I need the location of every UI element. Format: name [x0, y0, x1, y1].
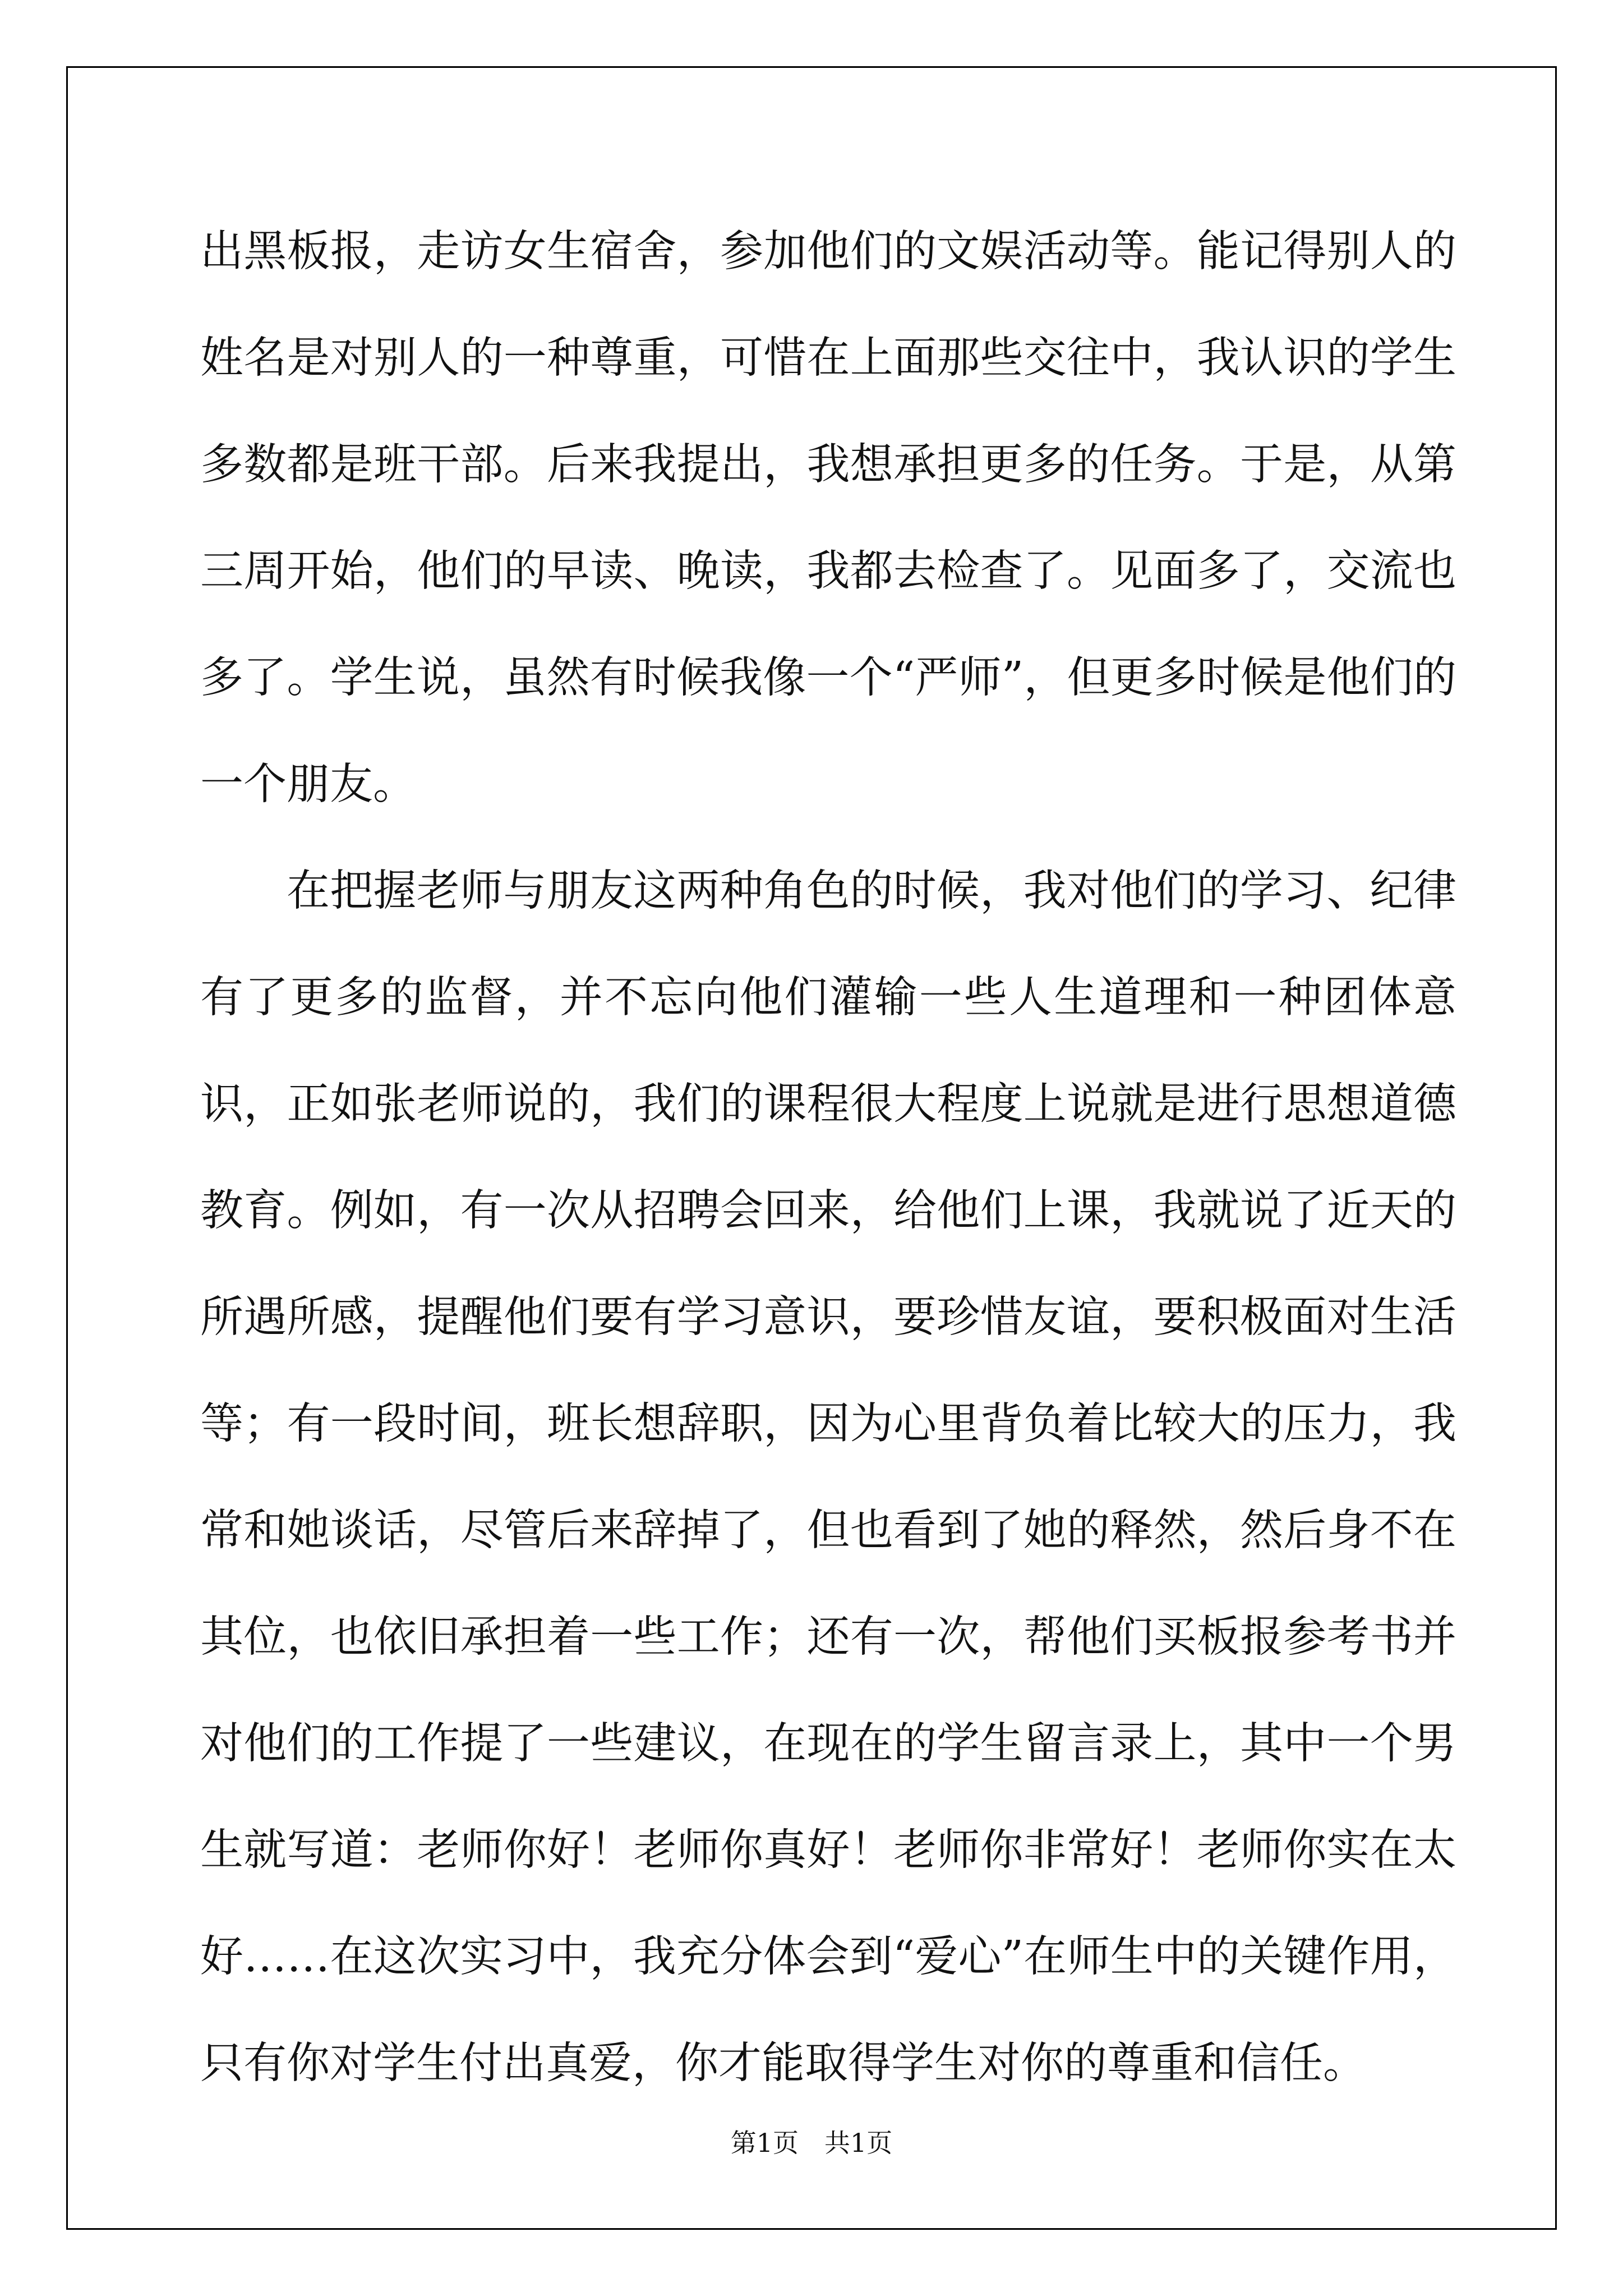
page-footer: 第1页 共1页 — [730, 2128, 893, 2158]
document-body — [200, 199, 1456, 2117]
paragraph-2: 在把握老师与朋友这两种角色的时候，我对他们的学习、纪律有了更多的监督，并不忘向他们灌输一些人生道理和一种团体意识，正如张老师说的，我们的课程很大程度上说就是进行思想道德教育。例如，有一次从招聘会回来，给他们上课，我就说了近天的所遇所感，提醒他们要有学习意识，要珍惜友谊，要积极面对生活等；有一段时间，班长想辞职，因为心里背负着比较大的压力，我常和她谈话，尽管后来辞掉了，但也看到了她的释然，然后身不在其位，也依旧承担着一些工作；还有一次，帮他们买板报参考书并对他们的工作提了一些建议，在现在的学生留言录上，其中一个男生就写道：老师你好！老师你真好！老师你非常好！老师你实在太好……在这次实习中，我充分体会到“爱心”在师生中的关键作用，只有你对学生付出真爱，你才能取得学生对你的尊重和信任。 — [200, 866, 1456, 2088]
paragraph-1: 出黑板报，走访女生宿舍，参加他们的文娱活动等。能记得别人的姓名是对别人的一种尊重，可惜在上面那些交往中，我认识的学生多数都是班干部。后来我提出，我想承担更多的任务。于是，从第三周开始，他们的早读、晚读，我都去检查了。见面多了，交流也多了。学生说，虽然有时候我像一个“严师”，但更多时候是他们的一个朋友。 — [200, 227, 1456, 809]
